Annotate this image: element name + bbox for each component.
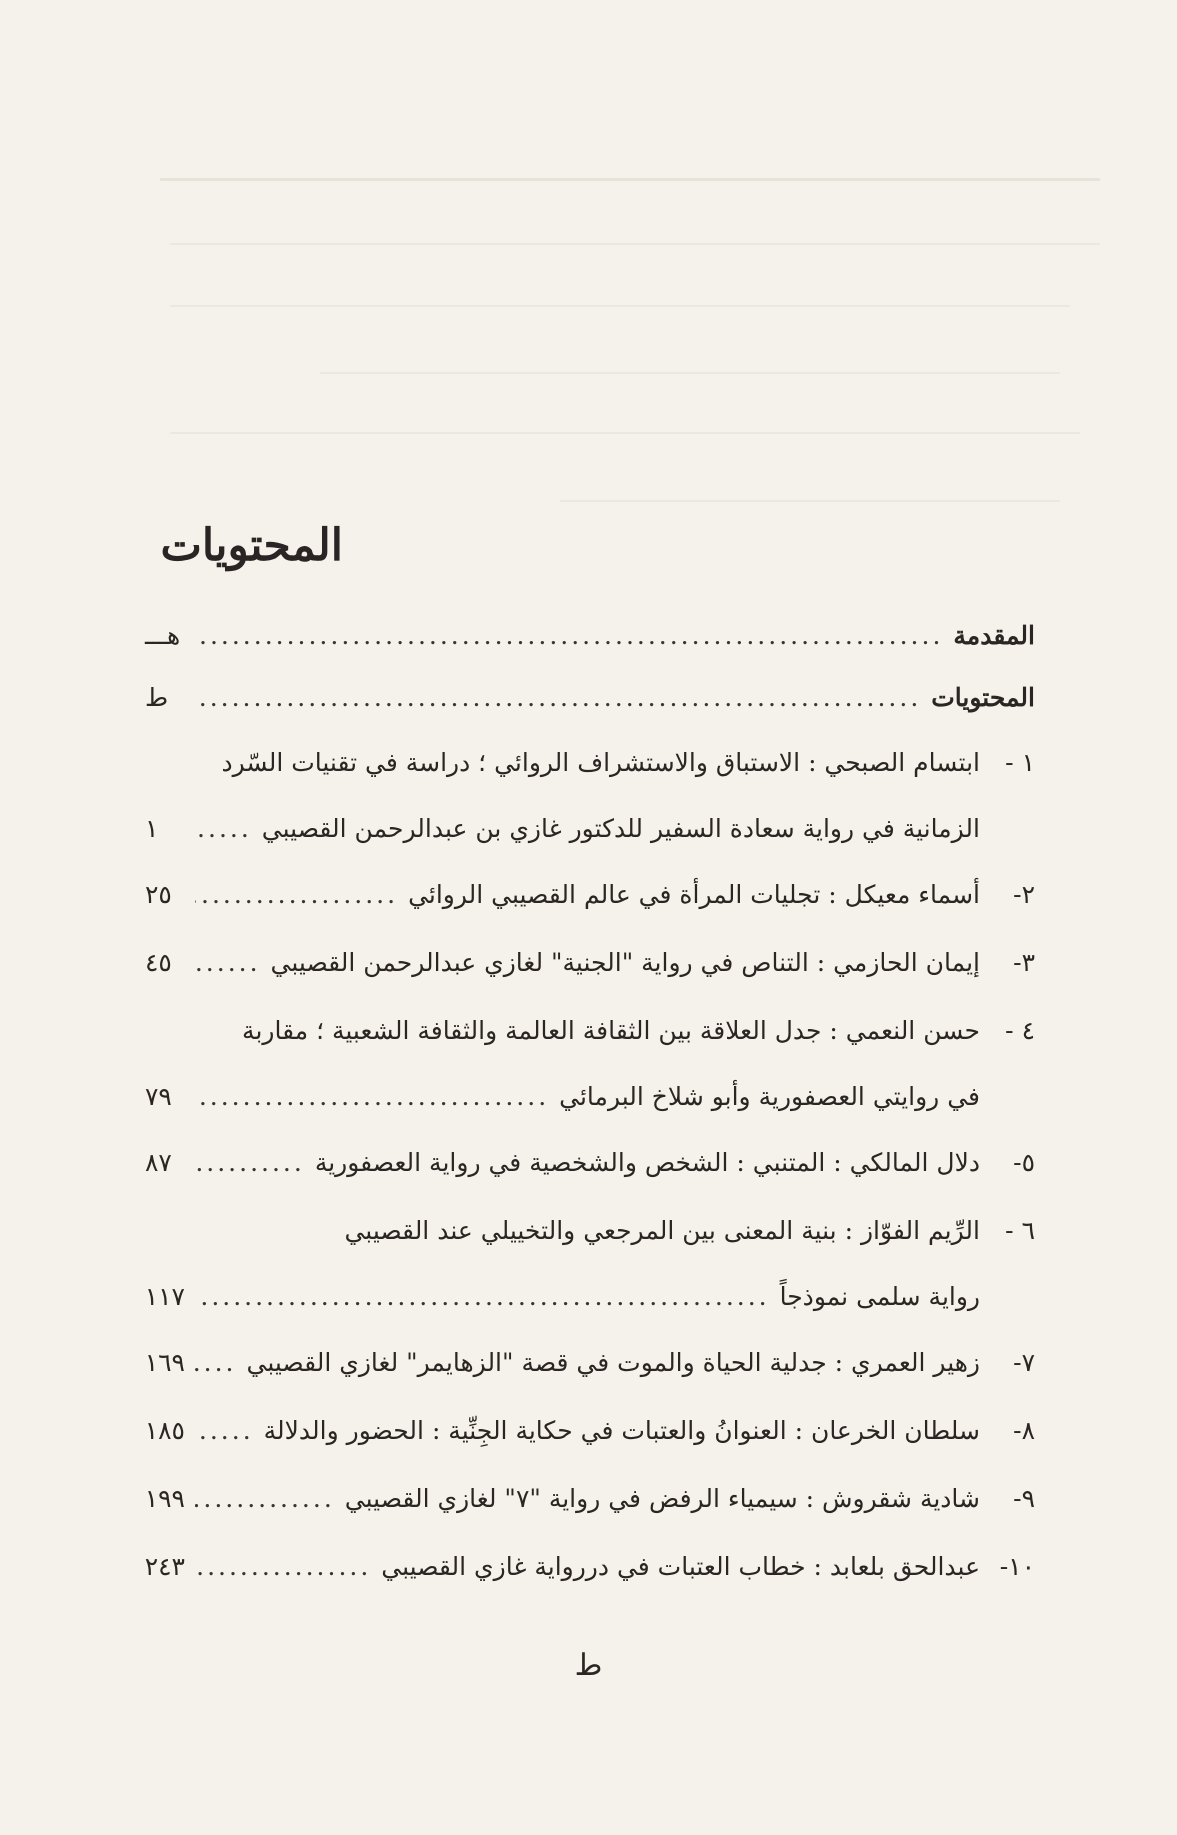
toc-page-number: ١٩٩ xyxy=(144,1484,185,1513)
toc-entry-title: في روايتي العصفورية وأبو شلاخ البرمائي xyxy=(559,1082,980,1111)
toc-entry-title: عبدالحق بلعابد : خطاب العتبات في دررواية غازي القصيبي xyxy=(381,1552,980,1581)
leader-dots xyxy=(195,1397,254,1465)
show-through-line xyxy=(170,243,1100,245)
toc-entry-continuation xyxy=(145,1065,1035,1129)
toc-entry-title: شادية شقروش : سيمياء الرفض في رواية "٧" لغازي القصيبي xyxy=(344,1484,980,1513)
toc-page-number: ٤٥ xyxy=(145,948,172,977)
leader-dots xyxy=(195,1129,305,1197)
toc-page-number: ٨٧ xyxy=(145,1148,172,1177)
leader-dots xyxy=(195,1533,371,1601)
toc-entry-title: الرِّيم الفوّاز : بنية المعنى بين المرجعي والتخييلي عند القصيبي xyxy=(344,1216,980,1245)
page-footer-letter: ط xyxy=(574,1648,603,1683)
toc-entry xyxy=(145,1329,1035,1397)
toc-entry-title: إيمان الحازمي : التناص في رواية "الجنية" لغازي عبدالرحمن القصيبي xyxy=(270,948,980,977)
page-title: المحتويات xyxy=(160,520,343,571)
toc-page-number: ١ xyxy=(145,814,159,843)
toc-entry xyxy=(145,861,1035,929)
toc-entry-number: ٨- xyxy=(1013,1416,1035,1445)
toc-entry-title: حسن النعمي : جدل العلاقة بين الثقافة العالمة والثقافة الشعبية ؛ مقاربة xyxy=(242,1016,980,1045)
toc-entry-number: ٩- xyxy=(1013,1484,1035,1513)
toc-page-number: ط xyxy=(145,683,169,712)
toc-page-number: ١١٧ xyxy=(144,1282,185,1311)
leader-dots xyxy=(195,605,943,667)
toc-entry-continuation xyxy=(145,1265,1035,1329)
toc-entry-number: ١٠- xyxy=(999,1552,1035,1581)
leader-dots xyxy=(195,861,398,929)
toc-page-number: ٢٥ xyxy=(145,880,172,909)
toc-page-number: ٧٩ xyxy=(145,1082,172,1111)
toc-entry-title: دلال المالكي : المتنبي : الشخص والشخصية في رواية العصفورية xyxy=(314,1148,980,1177)
toc-entry-number: ٢- xyxy=(1013,880,1035,909)
leader-dots xyxy=(195,667,921,729)
toc-page-number: هـــ xyxy=(145,621,181,650)
toc-entry xyxy=(145,1397,1035,1465)
toc-page-number: ١٦٩ xyxy=(144,1348,185,1377)
toc-entry-title: رواية سلمى نموذجاً xyxy=(779,1282,980,1311)
toc-entry xyxy=(145,929,1035,997)
toc-entry-title: ابتسام الصبحي : الاستباق والاستشراف الروائي ؛ دراسة في تقنيات السّرد xyxy=(221,748,980,777)
show-through-line xyxy=(160,178,1100,181)
leader-dots xyxy=(195,1065,549,1129)
toc-entry-number: ١ - xyxy=(1005,748,1035,777)
toc-entry-title: زهير العمري : جدلية الحياة والموت في قصة "الزهايمر" لغازي القصيبي xyxy=(246,1348,980,1377)
toc-entry-number: ٤ - xyxy=(1005,1016,1035,1045)
show-through-line xyxy=(170,432,1080,434)
toc-entry xyxy=(145,997,1035,1065)
toc-entry-number: ٣- xyxy=(1013,948,1035,977)
leader-dots xyxy=(195,929,261,997)
leader-dots xyxy=(195,1465,335,1533)
toc-entry-number: ٧- xyxy=(1013,1348,1035,1377)
show-through-line xyxy=(560,500,1060,502)
toc-entry-title: أسماء معيكل : تجليات المرأة في عالم القصيبي الروائي xyxy=(408,880,980,909)
leader-dots xyxy=(195,797,252,861)
toc-entry xyxy=(145,1197,1035,1265)
show-through-line xyxy=(320,372,1060,374)
toc-entry xyxy=(145,1465,1035,1533)
leader-dots xyxy=(195,1265,770,1329)
toc-entry-introduction xyxy=(145,605,1035,667)
toc-entry xyxy=(145,729,1035,797)
toc-entry-title: سلطان الخرعان : العنوانُ والعتبات في حكاية الجِنِّية : الحضور والدلالة xyxy=(263,1416,980,1445)
toc-entry-title: الزمانية في رواية سعادة السفير للدكتور غازي بن عبدالرحمن القصيبي xyxy=(261,814,980,843)
toc-entry-number: ٥- xyxy=(1013,1148,1035,1177)
table-of-contents xyxy=(145,605,1035,1601)
toc-entry xyxy=(145,1533,1035,1601)
toc-page-number: ١٨٥ xyxy=(144,1416,185,1445)
show-through-line xyxy=(170,305,1070,307)
toc-entry-number: ٦ - xyxy=(1005,1216,1035,1245)
toc-entry-title: المحتويات xyxy=(931,683,1035,712)
toc-page-number: ٢٤٣ xyxy=(144,1552,185,1581)
toc-entry-continuation xyxy=(145,797,1035,861)
toc-entry-contents xyxy=(145,667,1035,729)
toc-entry xyxy=(145,1129,1035,1197)
toc-entry-title: المقدمة xyxy=(953,621,1035,650)
leader-dots xyxy=(195,1329,237,1397)
